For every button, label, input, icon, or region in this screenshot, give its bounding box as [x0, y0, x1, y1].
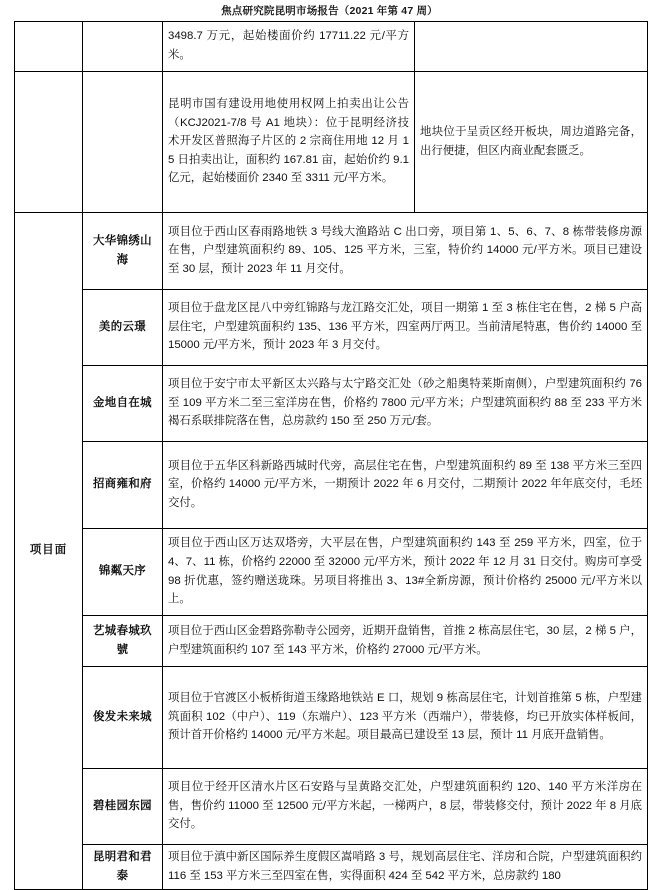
- table-container: [0, 21, 659, 890]
- table-row: [15, 290, 648, 366]
- project-description: 项目位于西山区春雨路地铁 3 号线大渔路站 C 出口旁，项目第 1、5、6、7、8 栋带装修房源在售，户型建筑面积约 89、105、125 平方米，三室，特价约 14000 元/平方米。项目已建设至 30 层，预计 2023 年 11 月交付。: [163, 213, 648, 290]
- table-row: [15, 667, 648, 769]
- project-name: 招商雍和府: [83, 442, 163, 529]
- table-row: [15, 442, 648, 529]
- section-continuation-cell: [15, 72, 83, 213]
- table-row: [15, 845, 648, 890]
- project-description: 项目位于官渡区小板桥街道玉缘路地铁站 E 口，规划 9 栋高层住宅，计划首推第 5 栋，户型建筑面积 102（中户）、119（东端户）、123 平方米（西端户），带装修，均已开放实体样板间，预计首开价格约 14000 元/平方米起。项目最高已建设至 13 层，预计 11 月底开盘销售。: [163, 667, 648, 769]
- table-row: [15, 72, 648, 213]
- table-row: [15, 769, 648, 845]
- name-continuation-cell: [83, 72, 163, 213]
- name-continuation-cell: [83, 22, 163, 72]
- table-row: [15, 22, 648, 72]
- project-description: 项目位于五华区科新路西城时代旁，高层住宅在售，户型建筑面积约 89 至 138 平方米三至四室，价格约 14000 元/平方米，一期预计 2022 年 6 月交付，二期预计 2022 年年底交付，毛坯交付。: [163, 442, 648, 529]
- project-name: 金地自在城: [83, 366, 163, 442]
- land-note-text: 地块位于呈贡区经开板块，周边道路完备，出行便捷，但区内商业配套匮乏。: [415, 72, 648, 213]
- table-row: [15, 529, 648, 616]
- project-description: 项目位于安宁市太平新区太兴路与太宁路交汇处（砂之船奥特莱斯南侧），户型建筑面积约 76 至 109 平方米二至三室洋房在售，价格约 7800 元/平方米；户型建筑面积约 88 至 233 平方米褐石系联排院落在售，总房款约 150 至 250 万元/套。: [163, 366, 648, 442]
- market-report-table: [14, 21, 648, 890]
- project-name: 昆明君和君泰: [83, 845, 163, 890]
- project-description: 项目位于经开区清水片区石安路与呈黄路交汇处，户型建筑面积约 120、140 平方米洋房在售，售价约 11000 至 12500 元/平方米起，一梯两户，8 层，带装修交付，预计 2022 年 8 月底交付。: [163, 769, 648, 845]
- project-name: 俊发未来城: [83, 667, 163, 769]
- project-name: 艺城春城玖號: [83, 616, 163, 667]
- table-row: [15, 616, 648, 667]
- land-detail-text: 3498.7 万元，起始楼面价约 17711.22 元/平方米。: [163, 22, 415, 72]
- project-description: 项目位于滇中新区国际养生度假区嵩哨路 3 号，规划高层住宅、洋房和合院，户型建筑面积约 116 至 153 平方米三至四室在售，实得面积 424 至 542 平方米，总房款约 180: [163, 845, 648, 890]
- project-name: 美的云璟: [83, 290, 163, 366]
- project-description: 项目位于盘龙区昆八中旁红锦路与龙江路交汇处，项目一期第 1 至 3 栋住宅在售，2 梯 5 户高层住宅，户型建筑面积约 135、136 平方米，四室两厅两卫。当前清尾特惠，售价约 14000 至 15000 元/平方米，预计 2023 年 3 月交付。: [163, 290, 648, 366]
- document-header: [0, 0, 659, 21]
- table-row: [15, 366, 648, 442]
- project-name: 碧桂园东园: [83, 769, 163, 845]
- project-name: 大华锦绣山海: [83, 213, 163, 290]
- land-note-text: [415, 22, 648, 72]
- page-title: 焦点研究院昆明市场报告（2021 年第 47 周）: [221, 5, 438, 17]
- section-continuation-cell: [15, 22, 83, 72]
- project-name: 锦粼天序: [83, 529, 163, 616]
- land-detail-text: 昆明市国有建设用地使用权网上拍卖出让公告（KCJ2021-7/8 号 A1 地块）：位于昆明经济技术开发区普照海子片区的 2 宗商住用地 12 月 15 日拍卖出让，面积约 167.81 亩，起始价约 9.1 亿元，起始楼面价 2340 至 3311 元/平方米。: [163, 72, 415, 213]
- section-label-xiangmumian: 项目面: [15, 213, 83, 890]
- project-description: 项目位于西山区万达双塔旁，大平层在售，户型建筑面积约 143 至 259 平方米，四室，位于 4、7、11 栋，价格约 22000 至 32000 元/平方米，预计 2022 年 12 月 31 日交付。购房可享受 98 折优惠，签约赠送珑珠。另项目将推出 3、13#全新房源，预计价格约 25000 元/平方米以上。: [163, 529, 648, 616]
- table-row: [15, 213, 648, 290]
- project-description: 项目位于西山区金碧路弥勒寺公园旁，近期开盘销售，首推 2 栋高层住宅，30 层，2 梯 5 户，户型建筑面积约 107 至 143 平方米，价格约 27000 元/平方米。: [163, 616, 648, 667]
